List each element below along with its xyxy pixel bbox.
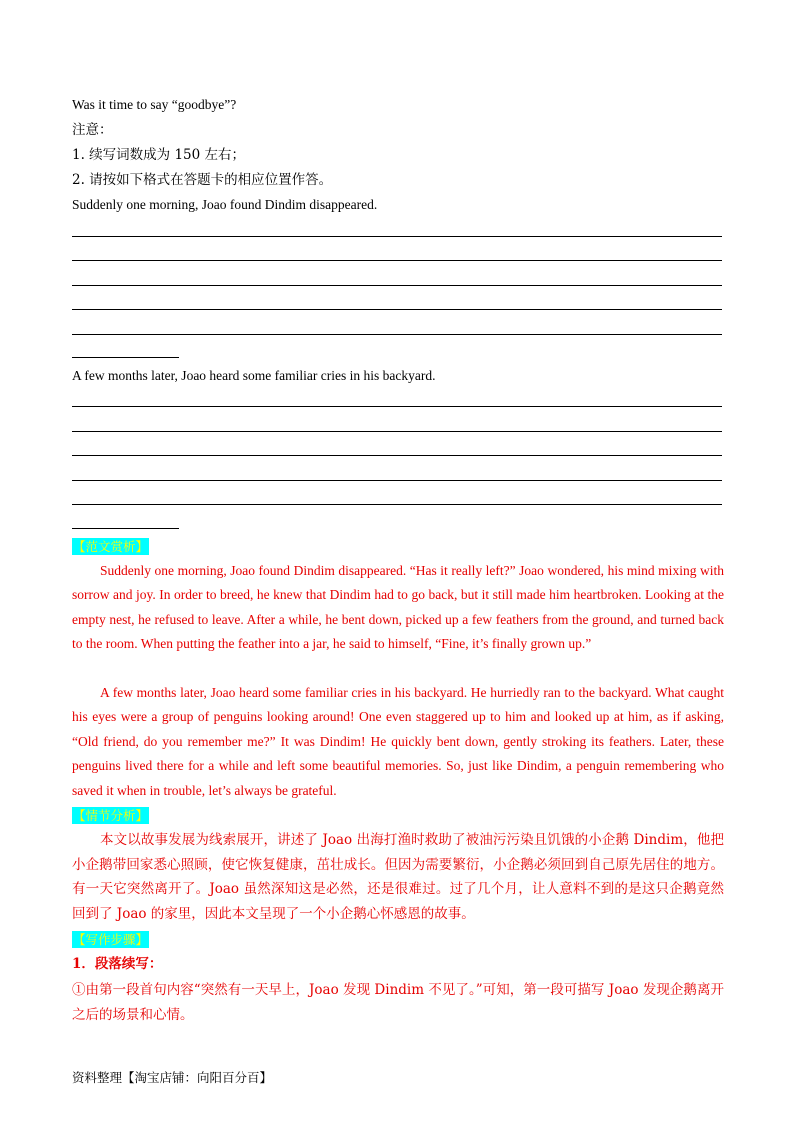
footer-source: 资料整理【淘宝店铺：向阳百分百】: [72, 1070, 273, 1085]
answer-line: [72, 334, 722, 335]
note-title: 注意：: [72, 122, 113, 138]
note-item-2: 2. 请按如下格式在答题卡的相应位置作答。: [72, 172, 333, 188]
tag-plot-analysis: 【情节分析】: [73, 808, 149, 823]
plot-analysis-text: 本文以故事发展为线索展开，讲述了 Joao 出海打渔时救助了被油污污染且饥饿的小企鹅 Dindim，他把小企鹅带回家悉心照顾，使它恢复健康，茁壮成长。但因为需要繁衍，小企鹅必须回到自己原先居住的地方。有一天它突然离开了。Joao 虽然深知这是必然，还是很难过。过了几个月，让人意料不到的是这只企鹅竟然回到了 Joao 的家里，因此本文呈现了一个小企鹅心怀感恩的故事。: [72, 832, 724, 922]
answer-line: [72, 285, 722, 286]
step-1-text: ①由第一段首句内容“突然有一天早上，Joao 发现 Dindim 不见了。”可知，第一段可描写 Joao 发现企鹅离开之后的场景和心情。: [72, 982, 724, 1023]
answer-line: [72, 406, 722, 407]
answer-line: [72, 455, 722, 456]
tag-model-essay: 【范文赏析】: [73, 539, 149, 554]
paragraph-2-opening: A few months later, Joao heard some familiar cries in his backyard.: [72, 368, 436, 383]
model-paragraph-1: Suddenly one morning, Joao found Dindim disappeared. “Has it really left?” Joao wondered, his mind mixing with sorrow and joy. In order to breed, he knew that Dindim had to go back, but it still made him heartbroken. Looking at the empty nest, he refused to leave. After a while, he bent down, picked up a few feathers from the ground, and turned back to the room. When putting the feather into a jar, he said to himself, “Fine, it’s finally grown up.”: [72, 563, 724, 652]
answer-line: [72, 309, 722, 310]
model-paragraph-2: A few months later, Joao heard some familiar cries in his backyard. He hurriedly ran to the backyard. What caught his eyes were a group of penguins looking around! One even staggered up to him and looked up at him, as if asking, “Old friend, do you remember me?” It was Dindim! He quickly bent down, gently stroking its feathers. Later, these penguins lived there for a while and left some beautiful memories. So, just like Dindim, a penguin remembering who saved it when in trouble, let’s always be grateful.: [72, 685, 724, 798]
answer-line-short: [72, 357, 179, 358]
answer-line: [72, 260, 722, 261]
answer-line: [72, 236, 722, 237]
answer-line: [72, 480, 722, 481]
answer-line-short: [72, 528, 179, 529]
step-heading: 1．段落续写：: [72, 956, 163, 972]
question-line: Was it time to say “goodbye”?: [72, 97, 237, 112]
answer-line: [72, 504, 722, 505]
note-item-1: 1. 续写词数成为 150 左右；: [72, 147, 246, 163]
paragraph-1-opening: Suddenly one morning, Joao found Dindim disappeared.: [72, 197, 378, 212]
tag-writing-steps: 【写作步骤】: [73, 932, 149, 947]
answer-line: [72, 431, 722, 432]
